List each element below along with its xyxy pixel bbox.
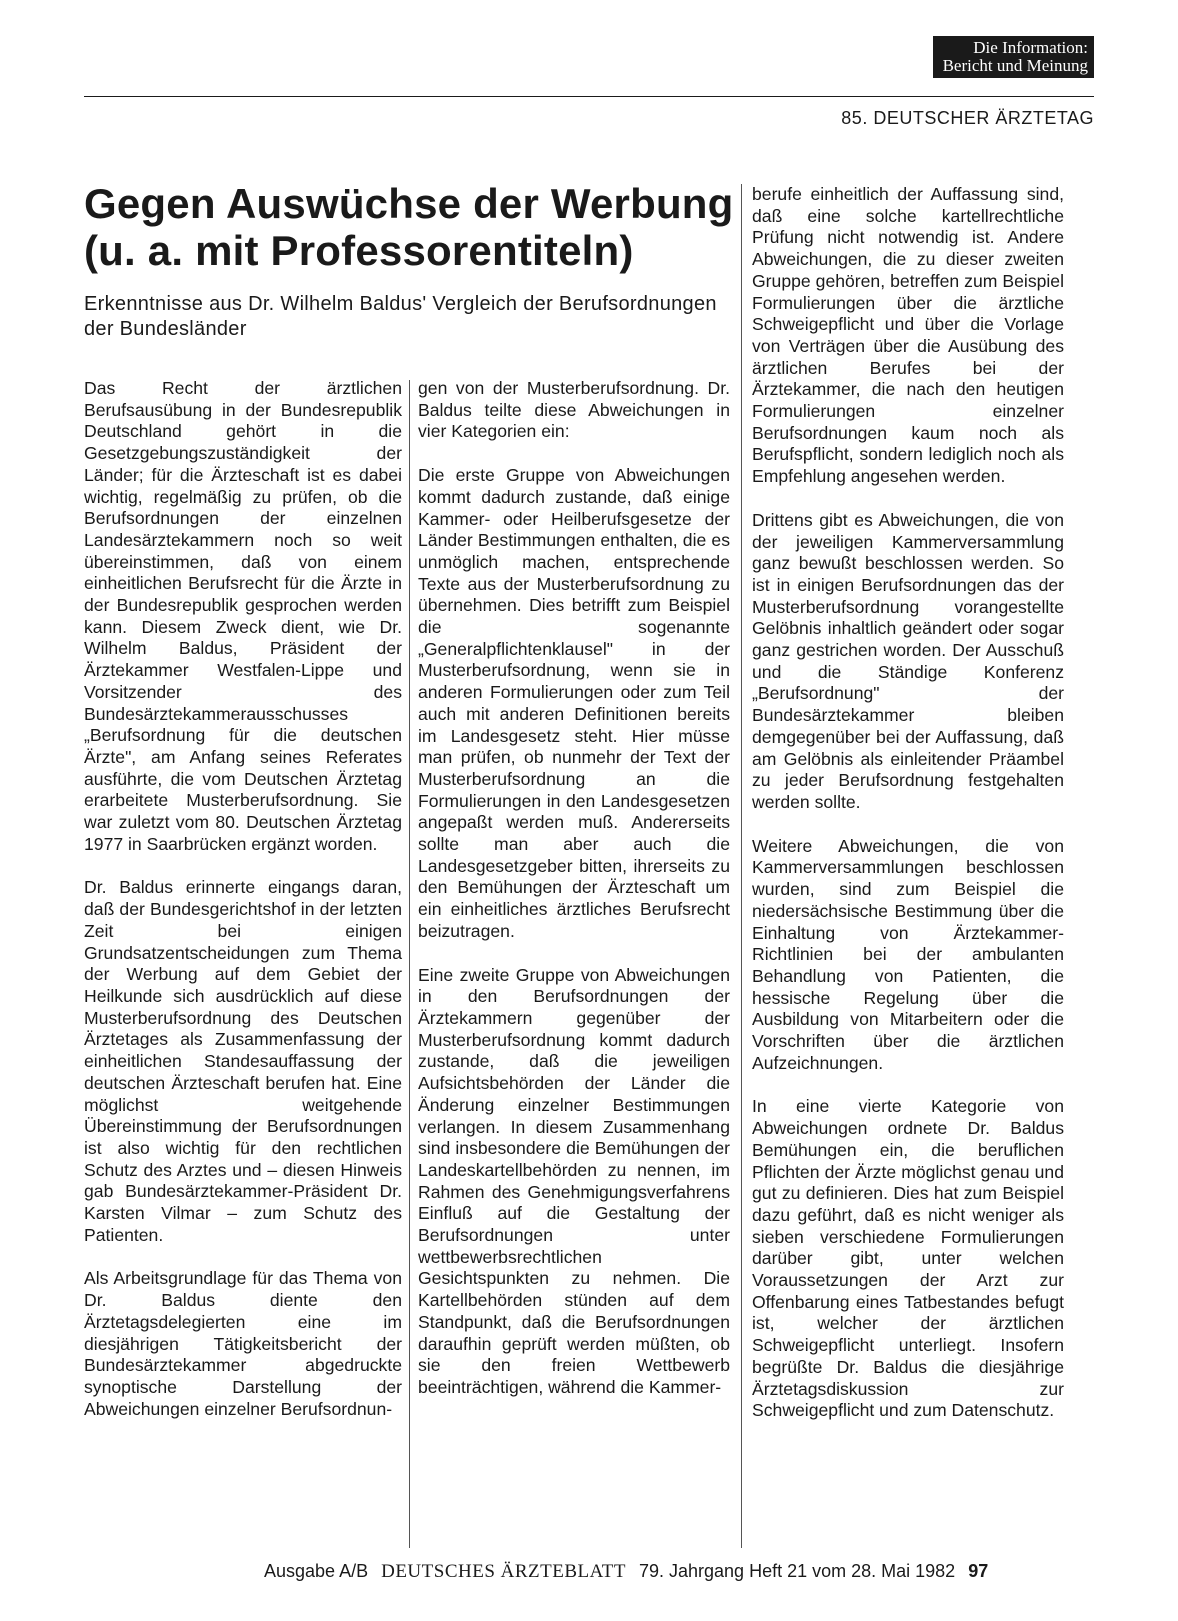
paragraph: Dr. Baldus erinnerte eingangs daran, daß der Bundesgerichtshof in der letzten Zeit bei einigen Grundsatzentscheidungen zum Thema der Werbung auf dem Gebiet der Heilkunde sich ausdrücklich auf diese Musterberufsordnung des Deutschen Ärztetages als Zusammenfassung der einheitlichen Standesauffassung der deutschen Ärzteschaft berufen hat. Eine möglichst weitgehende Übereinstimmung der Berufsordnungen ist also wichtig für den rechtlichen Schutz des Arztes und – diesen Hinweis gab Bundesärztekammer-Präsident Dr. Karsten Vilmar – zum Schutz des Patienten. [84,877,402,1245]
rubric-badge [933,36,1094,78]
paragraph: Drittens gibt es Abweichungen, die von der jeweiligen Kammerversammlung ganz bewußt beschlossen werden. So ist in einigen Berufsordnungen das der Musterberufsordnung vorangestellte Gelöbnis inhaltlich geändert oder sogar ganz gestrichen worden. Der Ausschuß und die Ständige Konferenz „Berufsordnung" der Bundesärztekammer bleiben demgegenüber bei der Auffassung, daß am Gelöbnis als einleitender Präambel zu jeder Berufsordnung festgehalten werden sollte. [752,509,1064,812]
rubric-line-2: Bericht und Meinung [942,56,1088,75]
header-rule [84,96,1094,97]
text-column-1 [84,378,402,1442]
column-divider-2 [741,184,742,1548]
page-footer [264,1561,988,1583]
paragraph: gen von der Musterberufsordnung. Dr. Baldus teilte diese Abweichungen in vier Kategorien ein: [418,378,730,442]
column-divider-1 [409,380,410,1548]
footer-journal: DEUTSCHES ÄRZTEBLATT [381,1561,626,1582]
footer-edition: Ausgabe A/B [264,1561,369,1581]
paragraph: Die erste Gruppe von Abweichungen kommt dadurch zustande, daß einige Kammer- oder Heilberufsgesetze der Länder Bestimmungen enthalten, die es unmöglich machen, entsprechende Texte aus der Musterberufsordnung zu übernehmen. Dies betrifft zum Beispiel die sogenannte „Generalpflichtenklausel" in der Musterberufsordnung, wenn sie in anderen Formulierungen oder zum Teil auch mit anderen Definitionen bereits im Landesgesetz steht. Hier müsse man prüfen, ob nunmehr der Text der Musterberufsordnung an die Formulierungen in den Landesgesetzen angepaßt werden muß. Andererseits sollte man aber auch die Landesgesetzgeber bitten, ihrerseits zu den Bemühungen der Ärzteschaft um ein einheitliches ärztliches Berufsrecht beizutragen. [418,465,730,941]
paragraph: berufe einheitlich der Auffassung sind, daß eine solche kartellrechtliche Prüfung nicht notwendig ist. Andere Abweichungen, die zu dieser zweiten Gruppe gehören, betreffen zum Beispiel Formulierungen über die ärztliche Schweigepflicht und über die Vorlage von Verträgen über die Ausübung des ärztlichen Berufes bei der Ärztekammer, die nach den heutigen Formulierungen einzelner Berufsordnungen kaum noch als Berufspflicht, sondern lediglich noch als Empfehlung angesehen werden. [752,184,1064,487]
section-label: 85. DEUTSCHER ÄRZTETAG [841,108,1094,128]
footer-issue: 79. Jahrgang Heft 21 vom 28. Mai 1982 [638,1561,956,1581]
article-title: Gegen Auswüchse der Werbung (u. a. mit Professorentiteln) [84,180,734,274]
page-number: 97 [968,1561,989,1581]
rubric-line-1: Die Information: [973,38,1088,57]
paragraph: Eine zweite Gruppe von Abweichungen in den Berufsordnungen der Ärztekammern gegenüber der Musterberufsordnung kommt dadurch zustande, daß die jeweiligen Aufsichtsbehörden der Länder die Änderung einzelner Bestimmungen verlangen. In diesem Zusammenhang sind insbesondere die Bemühungen der Landeskartellbehörden zu nennen, im Rahmen des Genehmigungsverfahrens Einfluß auf die Gestaltung der Berufsordnungen unter wettbewerbsrechtlichen Gesichtspunkten zu nehmen. Die Kartellbehörden stünden auf dem Standpunkt, daß die Berufsordnungen daraufhin geprüft werden müßten, ob sie den freien Wettbewerb beeinträchtigen, während die Kammer- [418,964,730,1397]
paragraph: Das Recht der ärztlichen Berufsausübung in der Bundesrepublik Deutschland gehört in die Gesetzgebungszuständigkeit der Länder; für die Ärzteschaft ist es dabei wichtig, regelmäßig zu prüfen, ob die Berufsordnungen der einzelnen Landesärztekammern noch so weit übereinstimmen, daß von einem einheitlichen Berufsrecht für die Ärzte in der Bundesrepublik gesprochen werden kann. Diesem Zweck dient, wie Dr. Wilhelm Baldus, Präsident der Ärztekammer Westfalen-Lippe und Vorsitzender des Bundesärztekammerausschusses „Berufsordnung für die deutschen Ärzte", am Anfang seines Referates ausführte, die vom Deutschen Ärztetag erarbeitete Musterberufsordnung. Sie war zuletzt vom 80. Deutschen Ärztetag 1977 in Saarbrücken ergänzt worden. [84,378,402,854]
paragraph: In eine vierte Kategorie von Abweichungen ordnete Dr. Baldus Bemühungen ein, die beruflichen Pflichten der Ärzte möglichst genau und gut zu definieren. Dies hat zum Beispiel dazu geführt, daß es nicht weniger als sieben verschiedene Formulierungen darüber gibt, unter welchen Voraussetzungen der Arzt zur Offenbarung eines Tatbestandes befugt ist, welcher der ärztlichen Schweigepflicht unterliegt. Insofern begrüßte Dr. Baldus die diesjährige Ärztetagsdiskussion zur Schweigepflicht und zum Datenschutz. [752,1096,1064,1421]
paragraph: Weitere Abweichungen, die von Kammerversammlungen beschlossen wurden, sind zum Beispiel die niedersächsische Bestimmung über die Einhaltung von Ärztekammer-Richtlinien bei der ambulanten Behandlung von Patienten, die hessische Regelung über die Ausbildung von Mitarbeitern oder die Vorschriften über die ärztlichen Aufzeichnungen. [752,835,1064,1073]
article-subtitle: Erkenntnisse aus Dr. Wilhelm Baldus' Vergleich der Berufsordnungen der Bundesländer [84,293,717,340]
text-column-3 [752,184,1064,1444]
text-column-2 [418,378,730,1421]
paragraph: Als Arbeitsgrundlage für das Thema von Dr. Baldus diente den Ärztetagsdelegierten eine im diesjährigen Tätigkeitsbericht der Bundesärztekammer abgedruckte synoptische Darstellung der Abweichungen einzelner Berufsordnun- [84,1268,402,1419]
